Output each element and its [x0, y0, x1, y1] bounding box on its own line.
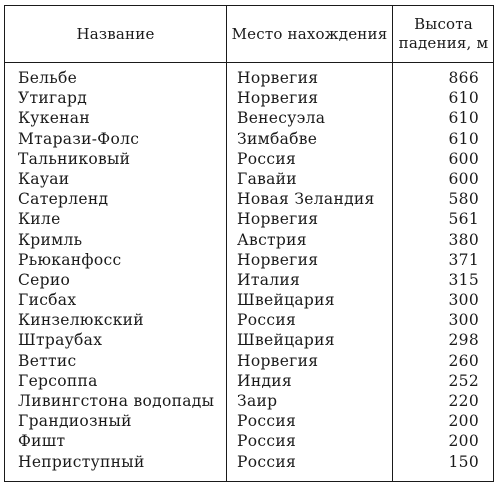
cell-height: 315 [448, 270, 479, 289]
cell-name: Кримль [18, 230, 83, 249]
cell-height: 300 [448, 291, 479, 310]
cell-location: Гавайи [237, 169, 297, 188]
cell-location: Новая Зеландия [237, 190, 375, 209]
cell-height: 200 [448, 432, 479, 451]
table-row [5, 310, 493, 330]
table-row [5, 108, 493, 128]
cell-name: Рьюканфосс [18, 250, 122, 269]
table-row [5, 270, 493, 290]
cell-location: Норвегия [237, 351, 319, 370]
cell-height: 600 [448, 169, 479, 188]
waterfalls-table [4, 5, 494, 482]
table-row [5, 391, 493, 411]
cell-height: 260 [448, 351, 479, 370]
cell-name: Неприступный [18, 452, 145, 471]
table-row [5, 230, 493, 250]
table-row [5, 209, 493, 229]
cell-name: Гисбах [18, 291, 77, 310]
cell-location: Италия [237, 270, 301, 289]
cell-height: 866 [448, 69, 479, 87]
table-row [5, 68, 493, 88]
cell-height: 561 [448, 210, 479, 229]
cell-location: Норвегия [237, 69, 319, 87]
cell-name: Тальниковый [18, 149, 131, 168]
table-row [5, 129, 493, 149]
cell-height: 380 [448, 230, 479, 249]
cell-location: Норвегия [237, 89, 319, 108]
cell-name: Штраубах [18, 331, 103, 350]
cell-height: 200 [448, 412, 479, 431]
cell-location: Заир [237, 392, 278, 410]
table-row [5, 351, 493, 371]
table-row [5, 169, 493, 189]
table-row [5, 371, 493, 391]
cell-location: Россия [237, 149, 297, 168]
cell-location: Россия [237, 452, 297, 471]
cell-location: Норвегия [237, 210, 319, 229]
cell-name: Кауаи [18, 169, 70, 188]
cell-location: Индия [237, 371, 293, 390]
cell-height: 252 [448, 371, 479, 390]
cell-height: 610 [448, 129, 479, 148]
cell-name: Кукенан [18, 109, 90, 128]
cell-location: Швейцария [237, 331, 335, 350]
cell-height: 610 [448, 89, 479, 108]
cell-location: Норвегия [237, 250, 319, 269]
cell-name: Кинзелюкский [18, 311, 144, 330]
header-height-line1: Высота [414, 15, 473, 33]
cell-name: Веттис [18, 351, 77, 370]
cell-location: Швейцария [237, 291, 335, 310]
table-row [5, 149, 493, 169]
table-row [5, 431, 493, 451]
table-row [5, 250, 493, 270]
table-row [5, 452, 493, 472]
cell-height: 610 [448, 109, 479, 128]
cell-name: Грандиозный [18, 412, 132, 431]
cell-height: 220 [448, 392, 479, 410]
cell-height: 300 [448, 311, 479, 330]
cell-name: Герсоппа [18, 371, 98, 390]
cell-name: Мтарази-Фолс [18, 129, 140, 148]
cell-name: Сатерленд [18, 190, 109, 209]
cell-location: Австрия [237, 230, 307, 249]
table-row [5, 189, 493, 209]
cell-height: 580 [448, 190, 479, 209]
cell-name: Киле [18, 210, 61, 229]
cell-height: 150 [448, 452, 479, 471]
table-row [5, 411, 493, 431]
header-divider [5, 62, 493, 63]
cell-name: Утигард [18, 89, 88, 108]
cell-location: Россия [237, 412, 297, 431]
cell-name: Фишт [18, 432, 66, 451]
header-height-line2: падения, м [398, 34, 489, 52]
cell-name: Бельбе [18, 69, 78, 87]
table-row [5, 290, 493, 310]
cell-location: Венесуэла [237, 109, 326, 128]
cell-name: Ливингстона водопады [18, 392, 215, 410]
cell-location: Россия [237, 432, 297, 451]
cell-height: 371 [448, 250, 479, 269]
header-height [393, 6, 494, 62]
cell-height: 600 [448, 149, 479, 168]
cell-location: Россия [237, 311, 297, 330]
cell-name: Серио [18, 270, 71, 289]
table-row [5, 330, 493, 350]
cell-location: Зимбабве [237, 129, 318, 148]
cell-height: 298 [448, 331, 479, 350]
table-body [5, 68, 493, 472]
header-location: Место нахождения [231, 24, 388, 43]
header-name: Название [76, 24, 155, 43]
table-row [5, 88, 493, 108]
